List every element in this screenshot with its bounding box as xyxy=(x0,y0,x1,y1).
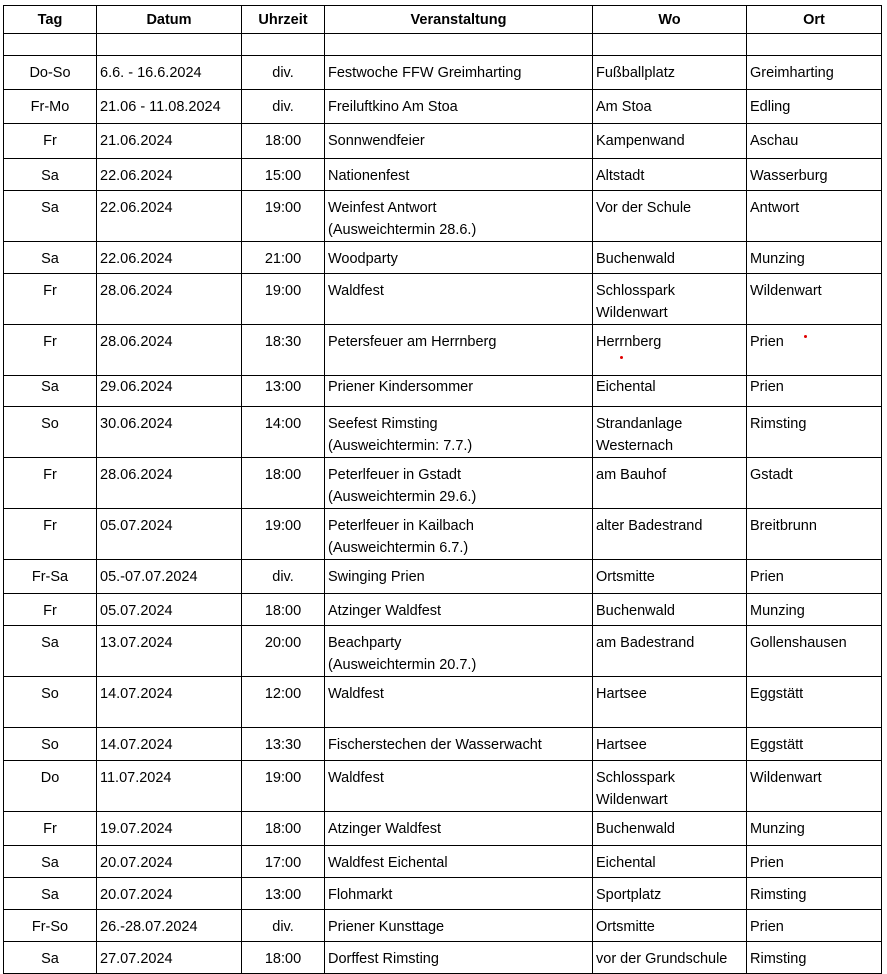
cell-uhrzeit: 18:00 xyxy=(242,942,325,974)
cell-tag xyxy=(4,34,97,56)
cell-veranstaltung xyxy=(325,728,593,761)
cell-tag: Sa xyxy=(4,376,97,407)
cell-uhrzeit: 17:00 xyxy=(242,846,325,878)
cell-ort: Antwort xyxy=(747,191,882,242)
cell-ort: Aschau xyxy=(747,124,882,159)
cell-datum: 20.07.2024 xyxy=(97,878,242,910)
table-row xyxy=(4,626,882,677)
cell-wo xyxy=(593,274,747,325)
cell-datum: 05.07.2024 xyxy=(97,509,242,560)
cell-wo-line: Eichental xyxy=(596,855,656,871)
cell-wo-line: Ortsmitte xyxy=(596,919,655,935)
cell-ort: Prien xyxy=(747,846,882,878)
cell-tag: Fr xyxy=(4,509,97,560)
cell-veranstaltung xyxy=(325,846,593,878)
cell-uhrzeit: 18:00 xyxy=(242,458,325,509)
cell-uhrzeit: 13:00 xyxy=(242,376,325,407)
cell-veranstaltung xyxy=(325,910,593,942)
cell-uhrzeit: 13:30 xyxy=(242,728,325,761)
table-row xyxy=(4,812,882,846)
cell-datum: 05.-07.07.2024 xyxy=(97,560,242,594)
cell-tag: Fr-Mo xyxy=(4,90,97,124)
red-mark xyxy=(804,335,807,338)
cell-veranstaltung-line: Sonnwendfeier xyxy=(328,133,425,149)
cell-veranstaltung-line: Waldfest Eichental xyxy=(328,855,448,871)
table-row xyxy=(4,761,882,812)
cell-datum: 11.07.2024 xyxy=(97,761,242,812)
cell-wo-line: Fußballplatz xyxy=(596,65,675,81)
cell-veranstaltung-line: Atzinger Waldfest xyxy=(328,603,442,619)
cell-ort: Munzing xyxy=(747,594,882,626)
cell-wo xyxy=(593,846,747,878)
cell-wo-line: Schlosspark xyxy=(596,283,675,299)
cell-wo xyxy=(593,159,747,191)
cell-uhrzeit: 19:00 xyxy=(242,761,325,812)
cell-datum: 28.06.2024 xyxy=(97,325,242,376)
cell-veranstaltung xyxy=(325,878,593,910)
cell-datum: 22.06.2024 xyxy=(97,159,242,191)
cell-wo-line: Schlosspark xyxy=(596,770,675,786)
table-row xyxy=(4,878,882,910)
cell-uhrzeit: div. xyxy=(242,910,325,942)
cell-wo-line: Buchenwald xyxy=(596,251,675,267)
cell-tag: Fr-So xyxy=(4,910,97,942)
cell-uhrzeit: div. xyxy=(242,90,325,124)
cell-tag: Do xyxy=(4,761,97,812)
cell-tag: Sa xyxy=(4,191,97,242)
cell-datum: 21.06.2024 xyxy=(97,124,242,159)
cell-veranstaltung xyxy=(325,812,593,846)
cell-veranstaltung-line: Flohmarkt xyxy=(328,887,393,903)
table-row xyxy=(4,560,882,594)
cell-wo-line: Sportplatz xyxy=(596,887,662,903)
table-row xyxy=(4,90,882,124)
table-row xyxy=(4,846,882,878)
cell-veranstaltung xyxy=(325,191,593,242)
table-row xyxy=(4,376,882,407)
cell-datum: 14.07.2024 xyxy=(97,677,242,728)
cell-datum: 27.07.2024 xyxy=(97,942,242,974)
cell-wo-line: Kampenwand xyxy=(596,133,685,149)
cell-veranstaltung xyxy=(325,325,593,376)
cell-wo xyxy=(593,458,747,509)
table-row xyxy=(4,159,882,191)
cell-datum: 30.06.2024 xyxy=(97,407,242,458)
cell-ort: Munzing xyxy=(747,812,882,846)
cell-datum: 21.06 - 11.08.2024 xyxy=(97,90,242,124)
cell-veranstaltung-line: (Ausweichtermin: 7.7.) xyxy=(328,438,473,454)
cell-veranstaltung xyxy=(325,594,593,626)
cell-datum: 6.6. - 16.6.2024 xyxy=(97,56,242,90)
cell-tag: Fr-Sa xyxy=(4,560,97,594)
cell-veranstaltung-line: Seefest Rimsting xyxy=(328,416,438,432)
cell-ort: Prien xyxy=(747,325,882,376)
cell-wo xyxy=(593,242,747,274)
table-row xyxy=(4,407,882,458)
cell-wo-line: vor der Grundschule xyxy=(596,951,728,967)
cell-wo xyxy=(593,509,747,560)
cell-veranstaltung-line: Weinfest Antwort xyxy=(328,200,437,216)
cell-wo xyxy=(593,191,747,242)
cell-wo-line: Am Stoa xyxy=(596,99,652,115)
cell-wo-line: Hartsee xyxy=(596,737,647,753)
cell-veranstaltung-line: Waldfest xyxy=(328,770,384,786)
cell-wo-line: Westernach xyxy=(596,438,674,454)
cell-veranstaltung-line: Peterlfeuer in Kailbach xyxy=(328,518,474,534)
cell-wo-line: Buchenwald xyxy=(596,603,675,619)
cell-datum: 05.07.2024 xyxy=(97,594,242,626)
cell-ort: Prien xyxy=(747,376,882,407)
cell-ort: Prien xyxy=(747,910,882,942)
cell-veranstaltung xyxy=(325,242,593,274)
event-table xyxy=(3,5,882,974)
cell-veranstaltung-line: Woodparty xyxy=(328,251,398,267)
cell-wo xyxy=(593,878,747,910)
header-wo: Wo xyxy=(593,6,747,34)
cell-wo xyxy=(593,124,747,159)
cell-datum: 20.07.2024 xyxy=(97,846,242,878)
cell-veranstaltung-line: Waldfest xyxy=(328,283,384,299)
cell-tag: Fr xyxy=(4,812,97,846)
cell-wo xyxy=(593,407,747,458)
cell-veranstaltung-line: Fischerstechen der Wasserwacht xyxy=(328,737,542,753)
cell-veranstaltung-line: (Ausweichtermin 28.6.) xyxy=(328,222,477,238)
cell-wo xyxy=(593,761,747,812)
cell-veranstaltung-line: Nationenfest xyxy=(328,168,410,184)
cell-datum: 28.06.2024 xyxy=(97,274,242,325)
cell-ort: Breitbrunn xyxy=(747,509,882,560)
cell-veranstaltung xyxy=(325,124,593,159)
cell-uhrzeit: div. xyxy=(242,56,325,90)
cell-tag: Sa xyxy=(4,159,97,191)
cell-uhrzeit: div. xyxy=(242,560,325,594)
cell-veranstaltung xyxy=(325,677,593,728)
table-row xyxy=(4,910,882,942)
cell-tag: Fr xyxy=(4,124,97,159)
cell-datum: 19.07.2024 xyxy=(97,812,242,846)
cell-wo xyxy=(593,677,747,728)
cell-uhrzeit: 21:00 xyxy=(242,242,325,274)
cell-wo-line: Buchenwald xyxy=(596,821,675,837)
cell-wo xyxy=(593,812,747,846)
cell-uhrzeit: 15:00 xyxy=(242,159,325,191)
cell-ort: Eggstätt xyxy=(747,728,882,761)
cell-uhrzeit: 13:00 xyxy=(242,878,325,910)
cell-tag: Sa xyxy=(4,846,97,878)
cell-uhrzeit: 18:00 xyxy=(242,594,325,626)
cell-uhrzeit: 19:00 xyxy=(242,274,325,325)
red-mark xyxy=(620,356,623,359)
cell-wo-line: Altstadt xyxy=(596,168,645,184)
cell-wo xyxy=(593,325,747,376)
cell-veranstaltung xyxy=(325,34,593,56)
cell-veranstaltung xyxy=(325,761,593,812)
cell-veranstaltung-line: Atzinger Waldfest xyxy=(328,821,442,837)
cell-wo xyxy=(593,942,747,974)
cell-wo-line: Vor der Schule xyxy=(596,200,692,216)
table-row xyxy=(4,191,882,242)
cell-wo xyxy=(593,376,747,407)
cell-tag: So xyxy=(4,677,97,728)
cell-veranstaltung-line: Freiluftkino Am Stoa xyxy=(328,99,458,115)
cell-veranstaltung-line: Peterlfeuer in Gstadt xyxy=(328,467,461,483)
cell-wo xyxy=(593,594,747,626)
cell-veranstaltung xyxy=(325,274,593,325)
cell-tag: Sa xyxy=(4,242,97,274)
cell-datum: 29.06.2024 xyxy=(97,376,242,407)
table-row xyxy=(4,728,882,761)
table-row xyxy=(4,458,882,509)
cell-tag: Fr xyxy=(4,325,97,376)
cell-wo xyxy=(593,626,747,677)
cell-wo-line: am Badestrand xyxy=(596,635,695,651)
cell-tag: Sa xyxy=(4,942,97,974)
cell-veranstaltung xyxy=(325,626,593,677)
cell-tag: Sa xyxy=(4,878,97,910)
cell-wo-line: Strandanlage xyxy=(596,416,683,432)
table-row xyxy=(4,325,882,376)
cell-veranstaltung xyxy=(325,560,593,594)
cell-veranstaltung xyxy=(325,458,593,509)
cell-datum: 28.06.2024 xyxy=(97,458,242,509)
cell-wo xyxy=(593,728,747,761)
table-row xyxy=(4,242,882,274)
cell-ort: Rimsting xyxy=(747,407,882,458)
cell-veranstaltung-line: Priener Kindersommer xyxy=(328,379,474,395)
cell-veranstaltung xyxy=(325,509,593,560)
cell-veranstaltung xyxy=(325,942,593,974)
cell-uhrzeit: 19:00 xyxy=(242,191,325,242)
header-veranstaltung: Veranstaltung xyxy=(325,6,593,34)
cell-ort: Wasserburg xyxy=(747,159,882,191)
cell-tag: So xyxy=(4,728,97,761)
cell-uhrzeit: 18:30 xyxy=(242,325,325,376)
cell-uhrzeit: 19:00 xyxy=(242,509,325,560)
cell-veranstaltung-line: Dorffest Rimsting xyxy=(328,951,439,967)
cell-tag: So xyxy=(4,407,97,458)
cell-veranstaltung-line: Petersfeuer am Herrnberg xyxy=(328,334,497,350)
cell-datum: 13.07.2024 xyxy=(97,626,242,677)
cell-datum: 14.07.2024 xyxy=(97,728,242,761)
cell-ort: Greimharting xyxy=(747,56,882,90)
cell-veranstaltung xyxy=(325,56,593,90)
cell-veranstaltung-line: Priener Kunsttage xyxy=(328,919,445,935)
cell-ort: Munzing xyxy=(747,242,882,274)
cell-ort: Gstadt xyxy=(747,458,882,509)
table-row xyxy=(4,34,882,56)
cell-ort: Prien xyxy=(747,560,882,594)
cell-uhrzeit: 18:00 xyxy=(242,812,325,846)
cell-uhrzeit: 18:00 xyxy=(242,124,325,159)
cell-veranstaltung-line: (Ausweichtermin 29.6.) xyxy=(328,489,477,505)
cell-wo xyxy=(593,560,747,594)
cell-veranstaltung-line: Waldfest xyxy=(328,686,384,702)
cell-veranstaltung xyxy=(325,90,593,124)
cell-veranstaltung xyxy=(325,376,593,407)
cell-wo-line: Wildenwart xyxy=(596,792,668,808)
cell-wo-line: Herrnberg xyxy=(596,334,662,350)
cell-tag: Fr xyxy=(4,594,97,626)
cell-datum: 26.-28.07.2024 xyxy=(97,910,242,942)
cell-wo-line: alter Badestrand xyxy=(596,518,703,534)
cell-veranstaltung xyxy=(325,407,593,458)
cell-wo xyxy=(593,34,747,56)
cell-ort: Eggstätt xyxy=(747,677,882,728)
header-tag: Tag xyxy=(4,6,97,34)
cell-wo-line: Ortsmitte xyxy=(596,569,655,585)
cell-ort xyxy=(747,34,882,56)
cell-uhrzeit: 14:00 xyxy=(242,407,325,458)
cell-wo xyxy=(593,910,747,942)
table-body xyxy=(4,34,882,974)
cell-tag: Do-So xyxy=(4,56,97,90)
cell-wo-line: Hartsee xyxy=(596,686,647,702)
cell-tag: Fr xyxy=(4,274,97,325)
cell-veranstaltung-line: Swinging Prien xyxy=(328,569,425,585)
cell-wo-line: am Bauhof xyxy=(596,467,667,483)
table-row xyxy=(4,677,882,728)
table-row xyxy=(4,942,882,974)
cell-ort: Rimsting xyxy=(747,878,882,910)
header-row xyxy=(4,6,882,34)
cell-veranstaltung-line: Festwoche FFW Greimharting xyxy=(328,65,522,81)
cell-tag: Sa xyxy=(4,626,97,677)
cell-veranstaltung-line: (Ausweichtermin 20.7.) xyxy=(328,657,477,673)
cell-wo xyxy=(593,90,747,124)
cell-ort: Wildenwart xyxy=(747,761,882,812)
cell-uhrzeit: 12:00 xyxy=(242,677,325,728)
cell-datum: 22.06.2024 xyxy=(97,242,242,274)
table-row xyxy=(4,594,882,626)
cell-ort: Rimsting xyxy=(747,942,882,974)
cell-ort: Wildenwart xyxy=(747,274,882,325)
cell-veranstaltung-line: Beachparty xyxy=(328,635,402,651)
header-ort: Ort xyxy=(747,6,882,34)
cell-uhrzeit: 20:00 xyxy=(242,626,325,677)
cell-tag: Fr xyxy=(4,458,97,509)
table-row xyxy=(4,274,882,325)
cell-datum: 22.06.2024 xyxy=(97,191,242,242)
cell-datum xyxy=(97,34,242,56)
cell-ort: Gollenshausen xyxy=(747,626,882,677)
cell-veranstaltung xyxy=(325,159,593,191)
cell-ort: Edling xyxy=(747,90,882,124)
cell-uhrzeit xyxy=(242,34,325,56)
header-uhrzeit: Uhrzeit xyxy=(242,6,325,34)
table-row xyxy=(4,509,882,560)
cell-wo-line: Eichental xyxy=(596,379,656,395)
table-row xyxy=(4,56,882,90)
cell-veranstaltung-line: (Ausweichtermin 6.7.) xyxy=(328,540,469,556)
table-row xyxy=(4,124,882,159)
cell-wo-line: Wildenwart xyxy=(596,305,668,321)
cell-wo xyxy=(593,56,747,90)
header-datum: Datum xyxy=(97,6,242,34)
